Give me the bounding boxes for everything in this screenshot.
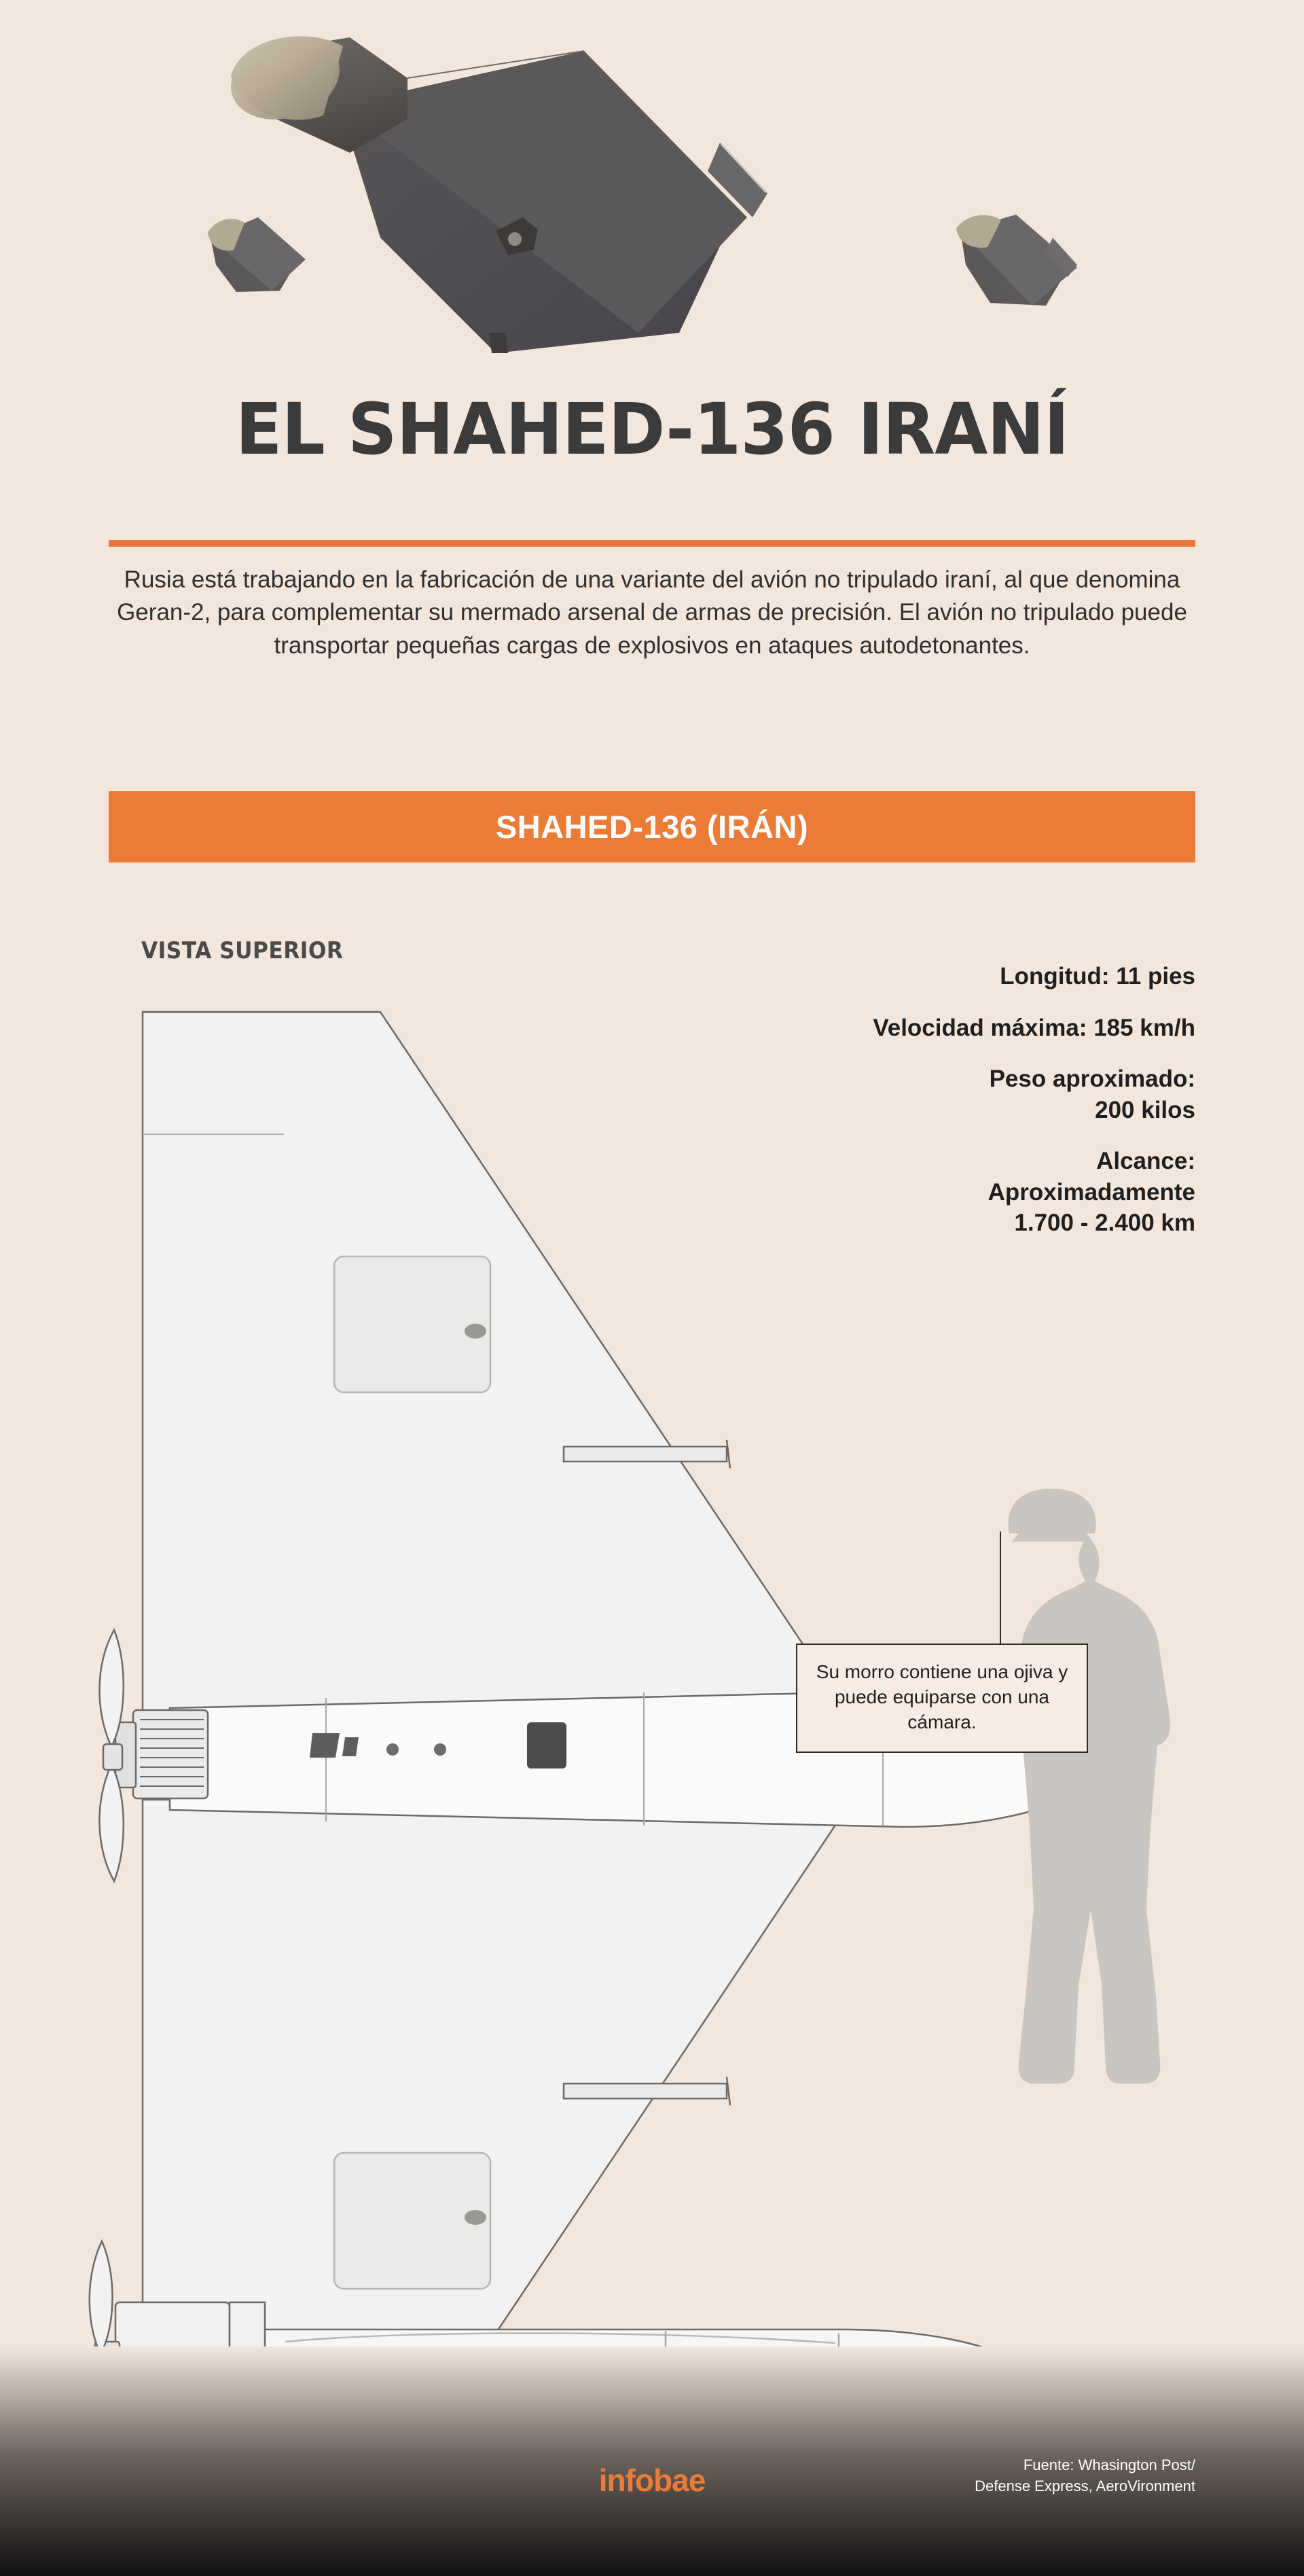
intro-paragraph: Rusia está trabajando en la fabricación de una variante del avión no tripulado iraní, al que denomina Geran-2, para complementar su mermado arsenal de armas de precisión. El avión no tripulado puede transportar pequeñas cargas de explosivos en ataques autodetonantes. — [117, 566, 1187, 659]
source-line-2: Defense Express, AeroVironment — [975, 2477, 1195, 2495]
page-title — [0, 388, 1304, 471]
section-band — [109, 791, 1195, 863]
spec-length: Longitud: 11 pies — [1000, 963, 1195, 990]
title-divider — [109, 540, 1195, 547]
callout-leader-line — [1000, 1531, 1001, 1646]
hero-illustration — [0, 0, 1304, 407]
shahed-drone-photo-main — [204, 14, 896, 394]
source-credit — [774, 2455, 1195, 2497]
spec-range-line2: Aproximadamente — [988, 1178, 1195, 1205]
spec-weight-line1: Peso aproximado: — [989, 1066, 1195, 1092]
spec-weight-line2: 200 kilos — [1095, 1096, 1195, 1123]
technical-drawings — [0, 910, 1304, 2391]
drone-schematic — [0, 910, 1304, 2391]
spec-speed: Velocidad máxima: 185 km/h — [873, 1014, 1195, 1041]
infobae-logo: infobae — [598, 2463, 706, 2498]
label-vista-superior: VISTA SUPERIOR — [141, 937, 344, 964]
section-band-label: SHAHED-136 (IRÁN) — [495, 809, 809, 845]
spec-range-line1: Alcance: — [1096, 1148, 1195, 1174]
shahed-drone-photo-small-right — [951, 211, 1100, 319]
main-title-text: EL SHAHED-136 IRANÍ — [235, 388, 1069, 471]
shahed-drone-photo-small-left — [204, 211, 340, 312]
source-line-1: Fuente: Whasington Post/ — [1023, 2456, 1195, 2473]
spec-range-line3: 1.700 - 2.400 km — [1014, 1210, 1195, 1236]
callout-nose-warhead: Su morro contiene una ojiva y puede equiparse con una cámara. — [796, 1644, 1088, 1753]
